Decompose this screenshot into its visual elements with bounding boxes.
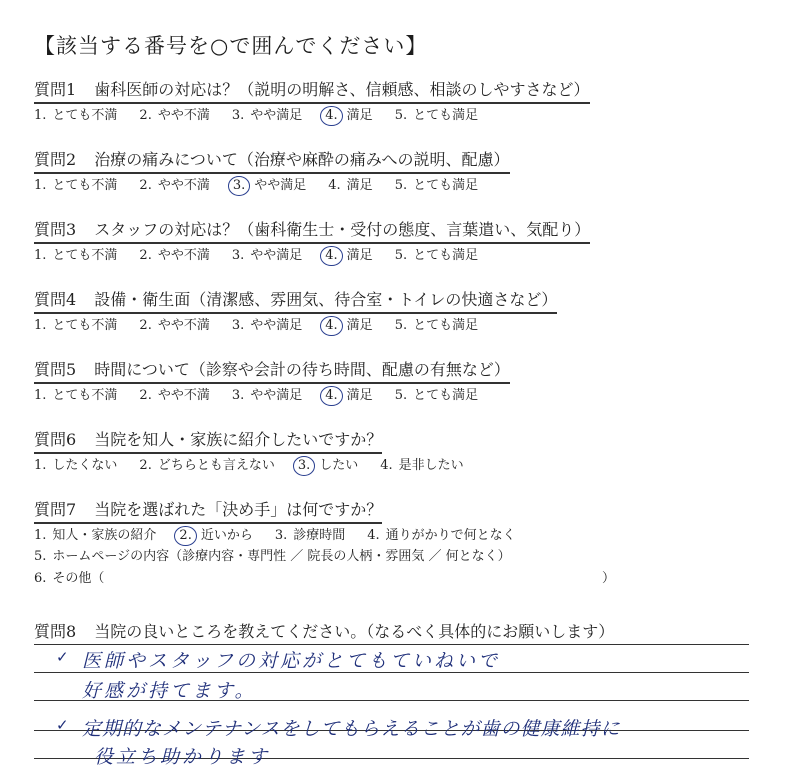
option-4[interactable]: 4. 満足 — [328, 178, 373, 193]
option-4-selected[interactable]: 4. 満足 — [324, 386, 372, 406]
option-5[interactable]: 5. とても満足 — [394, 248, 479, 263]
option-row — [34, 456, 774, 476]
check-mark-icon: ✓ — [56, 716, 69, 734]
option-4-selected[interactable]: 4. 満足 — [324, 106, 372, 126]
handwritten-answer-line-3: 定期的なメンテナンスをしてもらえることが歯の健康維持に — [82, 718, 621, 740]
question-heading — [34, 430, 382, 454]
check-mark-icon: ✓ — [56, 648, 69, 666]
option-1[interactable]: 1. とても不満 — [34, 248, 118, 263]
question-8 — [34, 622, 774, 644]
question-heading — [34, 150, 510, 174]
handwritten-answer-line-2: 好感が持てます。 — [82, 680, 257, 702]
option-2[interactable]: 2. やや不満 — [139, 318, 210, 333]
question-heading — [34, 360, 510, 384]
option-4-selected[interactable]: 4. 満足 — [324, 246, 372, 266]
question-7 — [34, 500, 774, 590]
question-number: 質問3 — [34, 220, 77, 239]
page-title: 【該当する番号を○で囲んでください】 — [34, 34, 428, 58]
question-heading — [34, 220, 590, 244]
option-row — [34, 246, 774, 266]
question-4 — [34, 290, 774, 336]
option-4-selected[interactable]: 4. 満足 — [324, 316, 372, 336]
option-4[interactable]: 4. 通りがかりで何となく — [367, 528, 516, 543]
option-row — [34, 386, 774, 406]
option-1[interactable]: 1. したくない — [34, 458, 118, 473]
option-6-close-paren: ） — [602, 571, 616, 586]
option-row — [34, 526, 774, 546]
question-heading — [34, 500, 382, 524]
option-3[interactable]: 3. やや満足 — [231, 318, 303, 333]
option-5[interactable]: 5. ホームページの内容（診療内容・専門性 ／ 院長の人柄・雰囲気 ／ 何となく） — [34, 549, 511, 564]
question-3 — [34, 220, 774, 266]
option-5[interactable]: 5. とても満足 — [394, 178, 479, 193]
option-5[interactable]: 5. とても満足 — [394, 108, 479, 123]
question-number: 質問2 — [34, 150, 77, 169]
option-1[interactable]: 1. とても不満 — [34, 388, 118, 403]
question-text: スタッフの対応は？（歯科衛生士・受付の態度、言葉遣い、気配り） — [94, 220, 591, 239]
question-number: 質問4 — [34, 290, 77, 309]
handwritten-answer-line-1: 医師やスタッフの対応がとてもていねいで — [82, 650, 501, 672]
question-text: 時間について（診察や会計の待ち時間、配慮の有無など） — [94, 360, 510, 379]
handwritten-answer-line-4: 役立ち助かります — [94, 746, 271, 768]
option-5[interactable]: 5. とても満足 — [394, 388, 479, 403]
option-5[interactable]: 5. とても満足 — [394, 318, 479, 333]
option-2[interactable]: 2. やや不満 — [139, 108, 210, 123]
option-6[interactable]: 6. その他（ ） — [34, 568, 774, 590]
question-2 — [34, 150, 774, 196]
option-row — [34, 176, 774, 196]
option-3-selected[interactable]: 3. したい — [297, 456, 358, 476]
option-1[interactable]: 1. とても不満 — [34, 178, 118, 193]
option-3-selected[interactable]: 3. やや満足 — [232, 176, 306, 196]
option-3[interactable]: 3. やや満足 — [231, 388, 303, 403]
option-1[interactable]: 1. とても不満 — [34, 108, 118, 123]
option-2-selected[interactable]: 2. 近いから — [178, 526, 252, 546]
option-2[interactable]: 2. やや不満 — [139, 388, 210, 403]
option-1[interactable]: 1. とても不満 — [34, 318, 118, 333]
option-2[interactable]: 2. どちらとも言えない — [139, 458, 275, 473]
question-text: 歯科医師の対応は？（説明の明解さ、信頼感、相談のしやすさなど） — [94, 80, 590, 99]
question-heading — [34, 290, 557, 314]
question-number: 質問6 — [34, 430, 77, 449]
option-row — [34, 106, 774, 126]
question-text: 設備・衛生面（清潔感、雰囲気、待合室・トイレの快適さなど） — [94, 290, 558, 309]
question-number: 質問5 — [34, 360, 77, 379]
question-text: 当院を知人・家族に紹介したいですか？ — [94, 430, 383, 449]
question-6 — [34, 430, 774, 476]
option-3[interactable]: 3. やや満足 — [231, 248, 303, 263]
answer-line — [34, 644, 749, 645]
question-heading — [34, 80, 590, 104]
question-5 — [34, 360, 774, 406]
question-1 — [34, 80, 774, 126]
question-number: 質問1 — [34, 80, 77, 99]
option-1[interactable]: 1. 知人・家族の紹介 — [34, 528, 157, 543]
option-2[interactable]: 2. やや不満 — [139, 248, 210, 263]
option-4[interactable]: 4. 是非したい — [380, 458, 464, 473]
question-number: 質問8 — [34, 622, 77, 641]
option-row — [34, 316, 774, 336]
option-3[interactable]: 3. やや満足 — [231, 108, 303, 123]
option-2[interactable]: 2. やや不満 — [139, 178, 210, 193]
question-number: 質問7 — [34, 500, 77, 519]
question-text: 当院の良いところを教えてください。（なるべく具体的にお願いします） — [94, 622, 615, 641]
question-heading — [34, 622, 614, 644]
option-3[interactable]: 3. 診療時間 — [274, 528, 346, 543]
question-text: 治療の痛みについて（治療や麻酔の痛みへの説明、配慮） — [94, 150, 510, 169]
question-text: 当院を選ばれた「決め手」は何ですか？ — [94, 500, 383, 519]
